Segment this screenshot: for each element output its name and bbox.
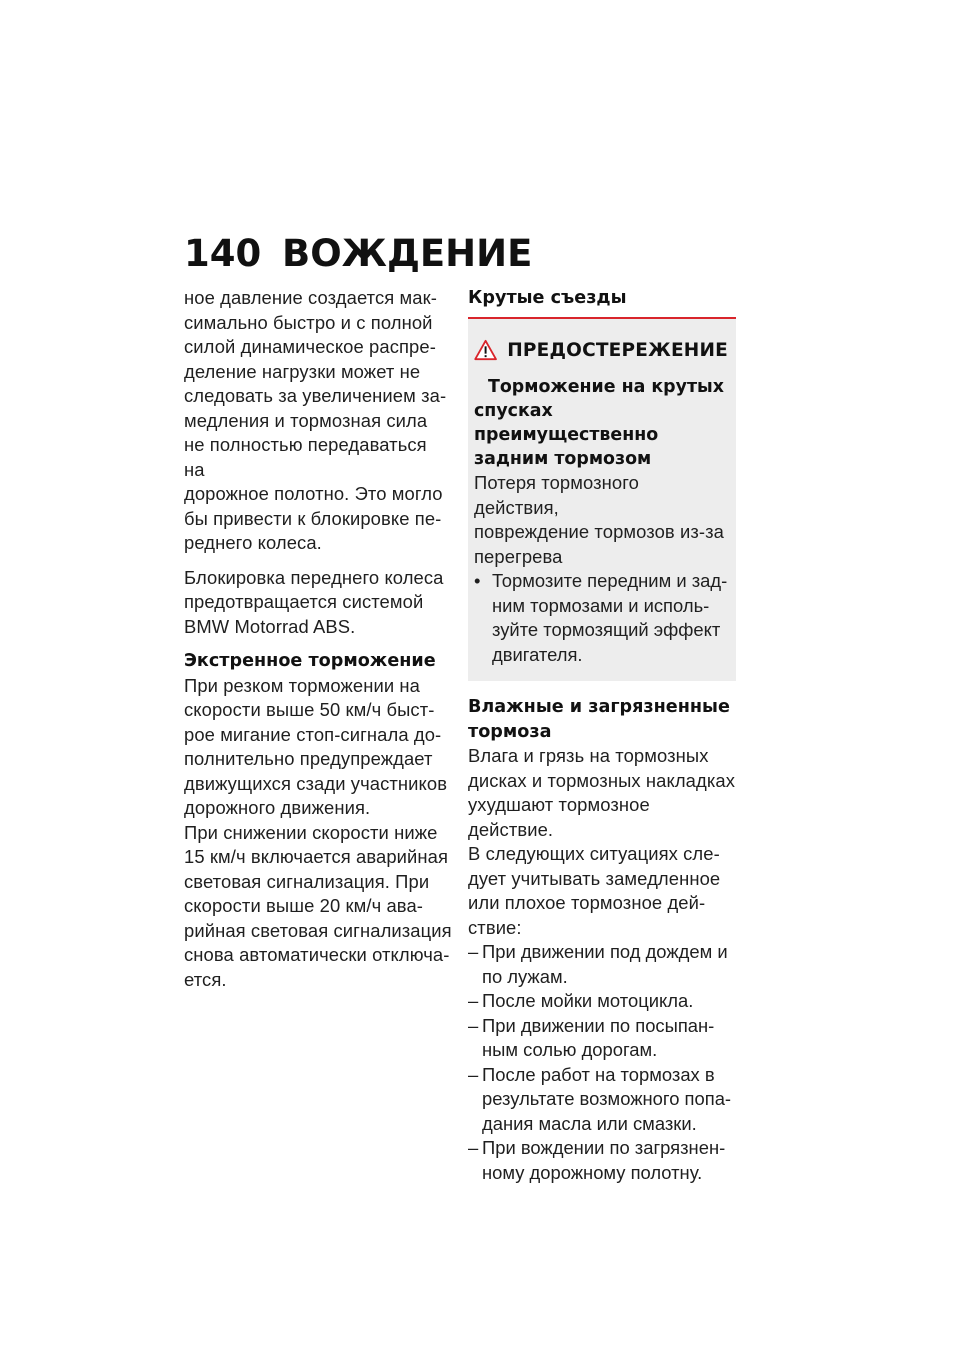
situations-list (468, 940, 736, 1185)
abs-paragraph (184, 566, 452, 640)
warning-title-line: Торможение на крутых (488, 377, 724, 397)
dash-mark: – (468, 1137, 479, 1158)
dash-mark: – (468, 941, 479, 962)
list-item (468, 1014, 736, 1063)
text-line: Тормозите передним и зад- (492, 570, 728, 591)
warning-triangle-icon (474, 333, 497, 367)
text-line: результате возможного попа- (482, 1088, 732, 1109)
bullet-mark: • (474, 570, 481, 591)
text-line: 15 км/ч включается аварийная (184, 846, 449, 867)
warning-body-line: Потеря тормозного действия, (474, 472, 639, 518)
text-line: BMW Motorrad ABS. (184, 615, 356, 637)
text-line: дания масла или смазки. (482, 1112, 697, 1134)
text-line: дисках и тормозных накладках (468, 769, 736, 791)
text-line: двигателя. (492, 643, 583, 665)
dash-mark: – (468, 1063, 479, 1085)
text-line: световая сигнализация. При (184, 870, 430, 892)
warning-body-line: перегрева (474, 545, 563, 567)
list-item (468, 1136, 736, 1185)
text-line: При вождении по загрязнен- (482, 1137, 726, 1158)
warning-title-line: задним тормозом (474, 449, 652, 469)
left-column (184, 286, 452, 992)
text-line: ным солью дорогам. (482, 1039, 658, 1060)
text-line: снова автоматически отключа- (184, 944, 450, 965)
text-line: ним тормозами и исполь- (492, 594, 710, 616)
text-line: При движении под дождем и (482, 941, 728, 962)
text-line: ное давление создается мак- (184, 287, 438, 308)
text-line: силой динамическое распре- (184, 336, 436, 357)
text-line: При движении по посыпан- (482, 1014, 715, 1036)
page-header (184, 232, 532, 276)
text-line: не полностью передаваться на (184, 434, 427, 480)
text-line: полнительно предупреждает (184, 748, 433, 769)
chapter-title: ВОЖДЕНИЕ (282, 232, 533, 275)
wet-brakes-heading-line: Влажные и загрязненные (468, 697, 730, 717)
warning-box (468, 319, 736, 681)
text-line: ухудшают тормозное действие. (468, 794, 650, 840)
text-line: скорости выше 50 км/ч быст- (184, 699, 435, 720)
text-line: скорости выше 20 км/ч ава- (184, 895, 424, 916)
text-line: предотвращается системой (184, 591, 424, 612)
warning-header (474, 333, 728, 367)
dash-mark: – (468, 990, 479, 1011)
text-line: При снижении скорости ниже (184, 821, 438, 843)
warning-bullet (474, 569, 728, 667)
emergency-heading: Экстренное торможение (184, 651, 436, 671)
text-line: После мойки мотоцикла. (482, 990, 694, 1011)
text-line: деление нагрузки может не (184, 360, 421, 382)
right-column (468, 286, 736, 1185)
text-line: дует учитывать замедленное (468, 867, 721, 889)
emergency-paragraph (184, 674, 452, 993)
text-line: симально быстро и с полной (184, 311, 433, 333)
text-line: Блокировка переднего колеса (184, 566, 444, 588)
text-line: движущихся сзади участников (184, 772, 448, 794)
text-line: ется. (184, 968, 227, 990)
list-item (468, 1063, 736, 1137)
text-line: по лужам. (482, 965, 568, 987)
list-item (468, 989, 736, 1014)
text-line: В следующих ситуациях сле- (468, 843, 720, 864)
text-line: После работ на тормозах в (482, 1063, 715, 1085)
text-line: зуйте тормозящий эффект (492, 619, 721, 640)
warning-title-line: спусках преимущественно (474, 401, 659, 445)
text-line: дорожного движения. (184, 797, 371, 818)
text-line: рийная световая сигнализация (184, 919, 452, 941)
warning-label: ПРЕДОСТЕРЕЖЕНИЕ (507, 339, 728, 361)
list-item (468, 940, 736, 989)
wet-brakes-paragraph (468, 744, 736, 940)
wet-brakes-heading-line: тормоза (468, 721, 552, 742)
text-line: следовать за увеличением за- (184, 385, 447, 406)
text-line: или плохое тормозное дей- (468, 892, 706, 913)
text-line: бы привести к блокировке пе- (184, 507, 442, 529)
text-line: дорожное полотно. Это могло (184, 483, 443, 504)
text-line: реднего колеса. (184, 532, 322, 553)
page-number: 140 (184, 232, 262, 275)
text-line: ствие: (468, 916, 522, 938)
text-line: Влага и грязь на тормозных (468, 745, 709, 766)
text-line: медления и тормозная сила (184, 409, 428, 431)
text-line: ному дорожному полотну. (482, 1161, 703, 1183)
text-line: При резком торможении на (184, 674, 421, 696)
dash-mark: – (468, 1014, 479, 1036)
warning-body-line: повреждение тормозов из-за (474, 521, 724, 542)
intro-paragraph (184, 286, 452, 556)
steep-descents-heading: Крутые съезды (468, 286, 736, 319)
text-line: рое мигание стоп-сигнала до- (184, 723, 442, 745)
